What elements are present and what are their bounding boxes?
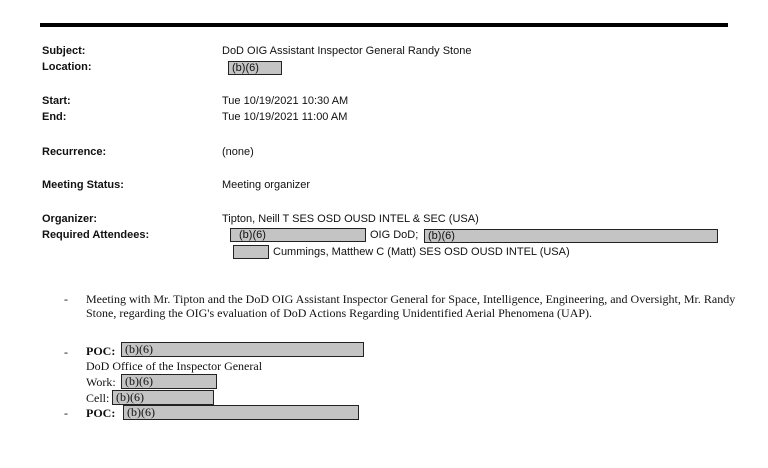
poc-redaction: (b)(6) <box>121 342 364 357</box>
meeting-description: Meeting with Mr. Tipton and the DoD OIG Assistant Inspector General for Space, Intelligence, Engineering, and Oversight, Mr. Randy Stone, regarding the OIG's evaluation of DoD Actions Regarding Unidentified Aerial Phenomena (UAP). <box>86 292 736 320</box>
subject-label: Subject: <box>42 45 86 57</box>
poc-organization: DoD Office of the Inspector General <box>86 359 263 373</box>
bullet-dash: - <box>64 292 68 306</box>
attendee-text: Cummings, Matthew C (Matt) SES OSD OUSD INTEL (USA) <box>273 246 570 258</box>
organizer-value: Tipton, Neill T SES OSD OUSD INTEL & SEC (USA) <box>222 213 479 225</box>
poc-label: POC: <box>86 406 116 420</box>
work-label: Work: <box>86 375 116 389</box>
attendee-redaction <box>233 245 269 259</box>
end-value: Tue 10/19/2021 11:00 AM <box>222 111 348 123</box>
attendee-redaction: (b)(6) <box>230 228 366 242</box>
cell-phone-redaction: (b)(6) <box>112 390 214 405</box>
attendees-label: Required Attendees: <box>42 229 150 241</box>
recurrence-value: (none) <box>222 146 254 158</box>
subject-value: DoD OIG Assistant Inspector General Randy Stone <box>222 45 472 57</box>
attendee-redaction: (b)(6) <box>424 229 718 243</box>
end-label: End: <box>42 111 67 123</box>
start-label: Start: <box>42 95 71 107</box>
location-redaction: (b)(6) <box>228 61 282 75</box>
bullet-dash: - <box>64 406 68 420</box>
status-label: Meeting Status: <box>42 179 124 191</box>
recurrence-label: Recurrence: <box>42 146 107 158</box>
location-label: Location: <box>42 61 92 73</box>
status-value: Meeting organizer <box>222 179 311 191</box>
attendee-text: OIG DoD; <box>370 229 419 241</box>
start-value: Tue 10/19/2021 10:30 AM <box>222 95 349 107</box>
poc-label: POC: <box>86 344 116 358</box>
cell-label: Cell: <box>86 391 110 405</box>
work-phone-redaction: (b)(6) <box>121 374 217 389</box>
poc-redaction: (b)(6) <box>123 405 359 420</box>
bullet-dash: - <box>64 345 68 359</box>
header-rule <box>40 23 728 27</box>
organizer-label: Organizer: <box>42 213 98 225</box>
